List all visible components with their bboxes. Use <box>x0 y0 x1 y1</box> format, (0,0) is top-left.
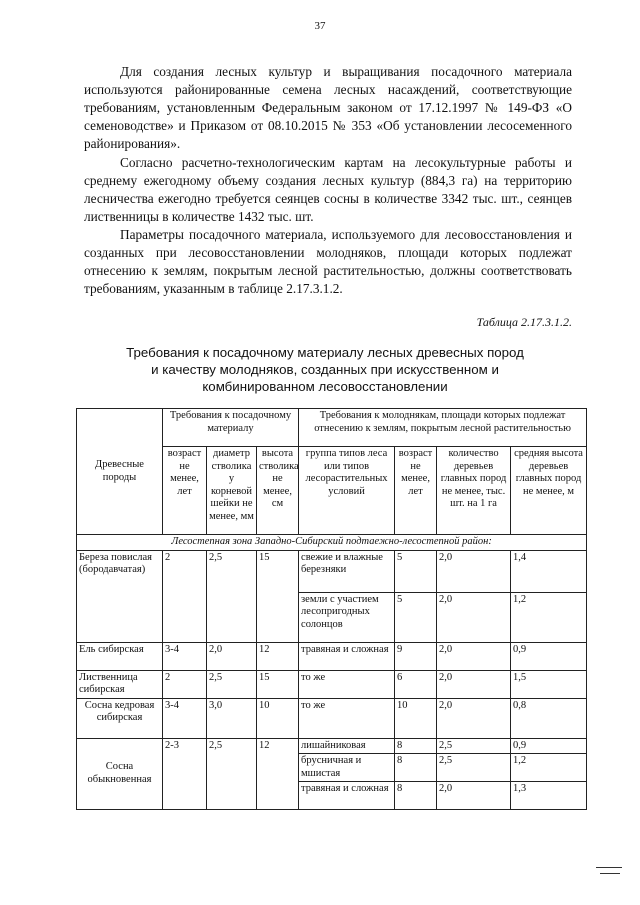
tree-count-cell: 2,5 <box>437 754 511 782</box>
age-cell: 3-4 <box>163 642 207 670</box>
table-title <box>80 344 570 395</box>
tree-count-cell: 2,5 <box>437 738 511 754</box>
tree-count-cell: 2,0 <box>437 550 511 592</box>
age-young-cell: 9 <box>395 642 437 670</box>
age-cell: 2 <box>163 670 207 698</box>
forest-type-cell: лишайниковая <box>299 738 395 754</box>
height-cell: 15 <box>257 550 299 642</box>
signature-mark <box>596 867 622 868</box>
height-cell: 12 <box>257 642 299 670</box>
tree-count-cell: 2,0 <box>437 670 511 698</box>
age-young-cell: 8 <box>395 782 437 810</box>
header-mean-height: средняя высота деревьев главных пород не менее, м <box>511 447 587 535</box>
mean-height-cell: 1,2 <box>511 754 587 782</box>
signature-mark <box>600 873 620 874</box>
diameter-cell: 2,5 <box>207 550 257 642</box>
forest-type-cell: то же <box>299 698 395 738</box>
diameter-cell: 2,5 <box>207 670 257 698</box>
age-young-cell: 10 <box>395 698 437 738</box>
page-number: 37 <box>314 20 326 32</box>
header-age: возраст не менее, лет <box>163 447 207 535</box>
header-forest-type: группа типов леса или типов лесорастительных условий <box>299 447 395 535</box>
forest-type-cell: то же <box>299 670 395 698</box>
mean-height-cell: 1,5 <box>511 670 587 698</box>
table-title-line: комбинированном лесовосстановлении <box>202 379 448 394</box>
height-cell: 12 <box>257 738 299 810</box>
tree-count-cell: 2,0 <box>437 642 511 670</box>
diameter-cell: 2,0 <box>207 642 257 670</box>
age-young-cell: 5 <box>395 550 437 592</box>
age-cell: 2-3 <box>163 738 207 810</box>
header-diameter: диаметр стволика у корневой шейки не менее, мм <box>207 447 257 535</box>
header-young-stands: Требования к молоднякам, площади которых подлежат отнесению к землям, покрытым лесной растительностью <box>299 409 587 447</box>
forest-type-cell: свежие и влажные березняки <box>299 550 395 592</box>
mean-height-cell: 1,3 <box>511 782 587 810</box>
paragraph-parameters: Параметры посадочного материала, используемого для лесовосстановления и созданных при лесовосстановлении молодняков, площади которых подлежат отнесению к землям, покрытым лесной растительностью, должны соответствовать требованиям, указанным в таблице 2.17.3.1.2. <box>84 227 572 296</box>
species-cell: Сосна кедровая сибирская <box>77 698 163 738</box>
diameter-cell: 2,5 <box>207 738 257 810</box>
mean-height-cell: 1,2 <box>511 592 587 642</box>
tree-count-cell: 2,0 <box>437 782 511 810</box>
species-cell: Береза повислая (бородавчатая) <box>77 550 163 642</box>
header-tree-count: количество деревьев главных пород не менее, тыс. шт. на 1 га <box>437 447 511 535</box>
age-cell: 2 <box>163 550 207 642</box>
forest-type-cell: земли с участием лесопригодных солонцов <box>299 592 395 642</box>
tree-count-cell: 2,0 <box>437 592 511 642</box>
table-title-line: Требования к посадочному материалу лесных древесных пород <box>126 345 524 360</box>
table-title-line: и качеству молодняков, созданных при искусственном и <box>151 362 499 377</box>
header-height: высота стволика не менее, см <box>257 447 299 535</box>
forest-type-cell: брусничная и мшистая <box>299 754 395 782</box>
tree-count-cell: 2,0 <box>437 698 511 738</box>
diameter-cell: 3,0 <box>207 698 257 738</box>
age-cell: 3-4 <box>163 698 207 738</box>
species-cell: Сосна обыкновенная <box>77 738 163 810</box>
species-cell: Ель сибирская <box>77 642 163 670</box>
age-young-cell: 8 <box>395 754 437 782</box>
height-cell: 15 <box>257 670 299 698</box>
height-cell: 10 <box>257 698 299 738</box>
species-cell: Лиственница сибирская <box>77 670 163 698</box>
mean-height-cell: 0,8 <box>511 698 587 738</box>
forest-type-cell: травяная и сложная <box>299 782 395 810</box>
mean-height-cell: 1,4 <box>511 550 587 592</box>
table-label: Таблица 2.17.3.1.2. <box>476 315 572 329</box>
requirements-table <box>76 408 587 810</box>
header-age-young: возраст не менее, лет <box>395 447 437 535</box>
zone-label: Лесостепная зона Западно-Сибирский подтаежно-лесостепной район: <box>77 535 587 551</box>
age-young-cell: 5 <box>395 592 437 642</box>
forest-type-cell: травяная и сложная <box>299 642 395 670</box>
age-young-cell: 6 <box>395 670 437 698</box>
paragraph-seeds: Для создания лесных культур и выращивания посадочного материала используются районированные семена лесных насаждений, соответствующие требованиям, установленным Федеральным законом от 17.12.1997 № 149-ФЗ «О семеноводстве» и Приказом от 08.10.2015 № 353 «Об установлении лесосеменного районирования». <box>84 64 572 151</box>
mean-height-cell: 0,9 <box>511 738 587 754</box>
paragraph-seedlings: Согласно расчетно-технологическим картам на лесокультурные работы и среднему ежегодному объему создания лесных культур (884,3 га) на территорию лесничества ежегодно требуется сеянцев сосны в количестве 3342 тыс. шт., сеянцев лиственницы в количестве 1432 тыс. шт. <box>84 155 572 224</box>
header-planting-material: Требования к посадочному материалу <box>163 409 299 447</box>
header-species: Древесные породы <box>77 409 163 535</box>
age-young-cell: 8 <box>395 738 437 754</box>
mean-height-cell: 0,9 <box>511 642 587 670</box>
